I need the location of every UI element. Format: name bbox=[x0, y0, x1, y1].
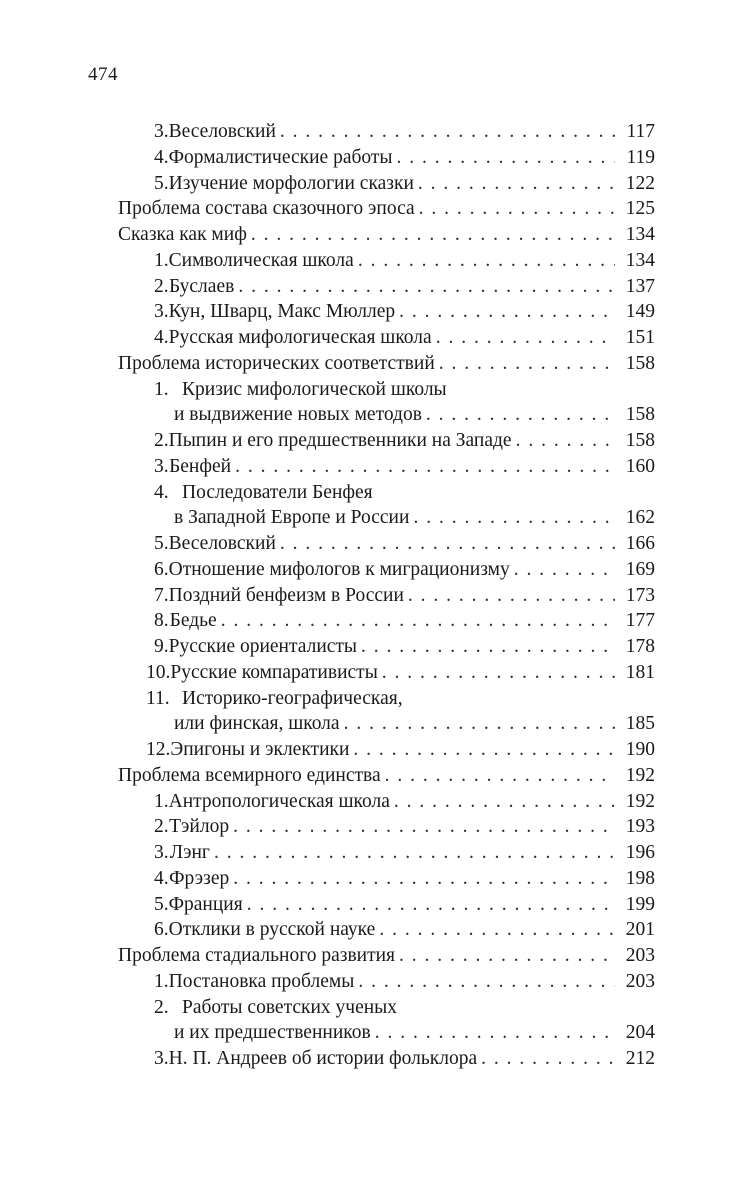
toc-entry-page: 203 bbox=[625, 970, 655, 992]
toc-entry bbox=[118, 1046, 655, 1072]
dot-leader bbox=[516, 428, 615, 454]
toc-entry bbox=[118, 377, 655, 403]
toc-entry bbox=[118, 145, 655, 171]
toc-entry-number: 4. bbox=[154, 867, 169, 889]
toc-entry-page: 185 bbox=[625, 713, 655, 735]
toc-entry-title: Пыпин и его предшественники на Западе bbox=[168, 430, 512, 451]
toc-entry bbox=[118, 505, 655, 531]
toc-entry-title: Русские компаративисты bbox=[170, 661, 378, 683]
toc-entry-title: Лэнг bbox=[169, 842, 210, 863]
toc-entry-title: Эпигоны и эклектики bbox=[170, 739, 350, 760]
toc-entry-page: 158 bbox=[625, 404, 655, 426]
toc-entry-page: 199 bbox=[625, 893, 655, 915]
toc-entry-number: 11. bbox=[146, 687, 170, 709]
dot-leader bbox=[280, 531, 615, 557]
toc-entry bbox=[118, 686, 655, 712]
toc-entry bbox=[118, 737, 655, 763]
toc-entry bbox=[118, 196, 655, 222]
toc-entry-title: Кризис мифологической школы bbox=[182, 378, 447, 400]
toc-entry-number: 9. bbox=[154, 636, 169, 657]
dot-leader bbox=[394, 789, 615, 815]
toc-entry bbox=[118, 274, 655, 300]
toc-entry-number: 4. bbox=[154, 146, 169, 168]
toc-entry-title: Русские ориенталисты bbox=[168, 636, 358, 657]
toc-entry-title: Работы советских ученых bbox=[182, 996, 398, 1018]
toc-entry-title: Формалистические работы bbox=[168, 146, 393, 168]
dot-leader bbox=[408, 583, 615, 609]
toc-entry-number: 7. bbox=[154, 584, 169, 606]
dot-leader bbox=[413, 505, 615, 531]
toc-entry-page: 149 bbox=[625, 301, 655, 323]
toc-entry-page: 203 bbox=[625, 945, 655, 966]
toc-entry-title: Франция bbox=[168, 893, 243, 915]
toc-entry bbox=[118, 995, 655, 1021]
toc-entry bbox=[118, 634, 655, 660]
dot-leader bbox=[418, 171, 615, 197]
toc-entry-title: Отношение мифологов к миграционизму bbox=[168, 558, 510, 580]
toc-entry-number: 4. bbox=[154, 327, 169, 348]
toc-entry-title: Бедье bbox=[169, 610, 217, 632]
toc-entry-title: Историко-географическая, bbox=[182, 687, 403, 709]
toc-entry-number: 2. bbox=[154, 430, 169, 451]
toc-entry-page: 178 bbox=[625, 636, 655, 657]
toc-entry-number: 1. bbox=[154, 970, 169, 992]
toc-entry bbox=[118, 660, 655, 686]
toc-entry-title: Кун, Шварц, Макс Мюллер bbox=[168, 301, 396, 323]
dot-leader bbox=[426, 402, 615, 428]
toc-entry-title: Антропологическая школа bbox=[168, 790, 390, 812]
toc-entry-number: 2. bbox=[154, 996, 169, 1018]
dot-leader bbox=[280, 119, 615, 145]
dot-leader bbox=[379, 917, 615, 943]
toc-entry-title: Поздний бенфеизм в России bbox=[168, 584, 404, 606]
toc-entry-title: и выдвижение новых методов bbox=[174, 404, 422, 426]
toc-entry-title: Изучение морфологии сказки bbox=[168, 172, 414, 194]
toc-entry-number: 2. bbox=[154, 816, 169, 838]
toc-entry-page: 204 bbox=[625, 1022, 655, 1044]
dot-leader bbox=[221, 608, 615, 634]
dot-leader bbox=[399, 943, 615, 969]
toc-entry-number: 10. bbox=[146, 661, 171, 683]
toc-entry bbox=[118, 583, 655, 609]
dot-leader bbox=[397, 145, 615, 171]
toc-entry-title: Русская мифологическая школа bbox=[168, 327, 432, 348]
toc-entry bbox=[118, 608, 655, 634]
toc-entry bbox=[118, 943, 655, 969]
toc-entry bbox=[118, 892, 655, 918]
toc-entry-title: Проблема состава сказочного эпоса bbox=[118, 198, 415, 220]
toc-entry-page: 160 bbox=[625, 455, 655, 477]
dot-leader bbox=[233, 814, 615, 840]
toc-entry-title: Н. П. Андреев об истории фольклора bbox=[168, 1048, 478, 1069]
toc-entry-page: 192 bbox=[625, 790, 655, 812]
toc-entry bbox=[118, 531, 655, 557]
toc-entry-title: Буслаев bbox=[168, 275, 235, 297]
toc-entry-page: 122 bbox=[625, 172, 655, 194]
toc-entry-page: 166 bbox=[625, 533, 655, 554]
toc-entry-number: 3. bbox=[154, 842, 169, 863]
dot-leader bbox=[358, 248, 615, 274]
toc-entry-title: Фрэзер bbox=[169, 867, 230, 889]
dot-leader bbox=[251, 222, 615, 248]
toc-entry bbox=[118, 171, 655, 197]
toc-entry-page: 137 bbox=[625, 275, 655, 297]
toc-entry bbox=[118, 763, 655, 789]
dot-leader bbox=[233, 866, 615, 892]
toc-entry-title: Последователи Бенфея bbox=[182, 481, 373, 503]
dot-leader bbox=[235, 454, 615, 480]
toc-entry-title: Веселовский bbox=[168, 533, 276, 554]
toc-entry-page: 117 bbox=[626, 121, 655, 142]
toc-entry-page: 192 bbox=[625, 764, 655, 786]
toc-entry-page: 169 bbox=[625, 558, 655, 580]
toc-entry-page: 125 bbox=[625, 198, 655, 220]
toc-entry-title: Проблема всемирного единства bbox=[118, 764, 381, 786]
toc-entry-number: 3. bbox=[154, 1048, 169, 1069]
toc-entry bbox=[118, 325, 655, 351]
dot-leader bbox=[436, 325, 615, 351]
dot-leader bbox=[419, 196, 615, 222]
toc-entry bbox=[118, 917, 655, 943]
toc-entry-title: Отклики в русской науке bbox=[168, 919, 376, 941]
toc-entry bbox=[118, 557, 655, 583]
toc-entry-number: 12. bbox=[146, 739, 171, 760]
dot-leader bbox=[399, 299, 615, 325]
toc-entry bbox=[118, 969, 655, 995]
toc-entry bbox=[118, 866, 655, 892]
toc-entry-page: 181 bbox=[625, 661, 655, 683]
toc-entry bbox=[118, 351, 655, 377]
toc-entry-number: 6. bbox=[154, 919, 169, 941]
toc-entry-page: 193 bbox=[625, 816, 655, 838]
toc-entry-title: Тэйлор bbox=[169, 816, 230, 838]
dot-leader bbox=[358, 969, 615, 995]
toc-entry-page: 151 bbox=[625, 327, 655, 348]
toc-entry-title: Постановка проблемы bbox=[168, 970, 355, 992]
page-number: 474 bbox=[88, 64, 118, 85]
toc-entry-title: Символическая школа bbox=[168, 249, 354, 271]
dot-leader bbox=[214, 840, 615, 866]
toc-entry-number: 5. bbox=[154, 893, 169, 915]
toc-entry-page: 173 bbox=[625, 584, 655, 606]
toc-entry-title: Проблема исторических соответствий bbox=[118, 352, 435, 374]
toc-entry-number: 5. bbox=[154, 533, 169, 554]
toc-entry-number: 1. bbox=[154, 378, 169, 400]
dot-leader bbox=[344, 711, 615, 737]
toc-entry-page: 190 bbox=[625, 739, 655, 760]
toc-entry bbox=[118, 222, 655, 248]
dot-leader bbox=[375, 1020, 615, 1046]
toc-entry-title: Проблема стадиального развития bbox=[118, 945, 396, 966]
toc-entry-page: 201 bbox=[625, 919, 655, 941]
toc-entry bbox=[118, 299, 655, 325]
toc-entry-number: 8. bbox=[154, 610, 169, 632]
toc-entry bbox=[118, 814, 655, 840]
toc-entry-page: 119 bbox=[626, 146, 655, 168]
table-of-contents bbox=[118, 119, 655, 1072]
toc-entry-number: 1. bbox=[154, 790, 169, 812]
toc-entry-page: 134 bbox=[625, 249, 655, 271]
toc-entry bbox=[118, 428, 655, 454]
toc-entry-title: Сказка как миф bbox=[118, 224, 247, 245]
toc-entry-number: 2. bbox=[154, 275, 169, 297]
toc-entry-title: Веселовский bbox=[168, 121, 276, 142]
dot-leader bbox=[353, 737, 615, 763]
toc-entry bbox=[118, 402, 655, 428]
dot-leader bbox=[385, 763, 615, 789]
toc-entry-number: 3. bbox=[154, 301, 169, 323]
toc-entry bbox=[118, 711, 655, 737]
toc-entry-page: 134 bbox=[625, 224, 655, 245]
toc-entry-number: 5. bbox=[154, 172, 169, 194]
toc-entry-page: 212 bbox=[625, 1048, 655, 1069]
toc-entry-title: Бенфей bbox=[169, 455, 232, 477]
toc-entry-number: 6. bbox=[154, 558, 169, 580]
toc-entry bbox=[118, 480, 655, 506]
toc-entry-title: в Западной Европе и России bbox=[174, 507, 410, 529]
toc-entry bbox=[118, 840, 655, 866]
toc-entry-page: 177 bbox=[625, 610, 655, 632]
toc-entry bbox=[118, 119, 655, 145]
dot-leader bbox=[361, 634, 615, 660]
dot-leader bbox=[514, 557, 615, 583]
dot-leader bbox=[238, 274, 615, 300]
toc-entry-page: 158 bbox=[625, 430, 655, 451]
dot-leader bbox=[382, 660, 615, 686]
toc-entry bbox=[118, 248, 655, 274]
toc-entry-number: 3. bbox=[154, 121, 169, 142]
toc-entry-page: 162 bbox=[625, 507, 655, 529]
dot-leader bbox=[439, 351, 615, 377]
dot-leader bbox=[247, 892, 615, 918]
toc-entry-page: 198 bbox=[625, 867, 655, 889]
toc-entry-title: и их предшественников bbox=[174, 1022, 371, 1044]
toc-entry bbox=[118, 789, 655, 815]
toc-entry-page: 196 bbox=[625, 842, 655, 863]
toc-entry-number: 1. bbox=[154, 249, 169, 271]
toc-entry-title: или финская, школа bbox=[174, 713, 340, 735]
toc-entry-number: 4. bbox=[154, 481, 169, 503]
toc-entry-page: 158 bbox=[625, 352, 655, 374]
dot-leader bbox=[481, 1046, 615, 1072]
toc-entry bbox=[118, 454, 655, 480]
toc-entry bbox=[118, 1020, 655, 1046]
toc-entry-number: 3. bbox=[154, 455, 169, 477]
